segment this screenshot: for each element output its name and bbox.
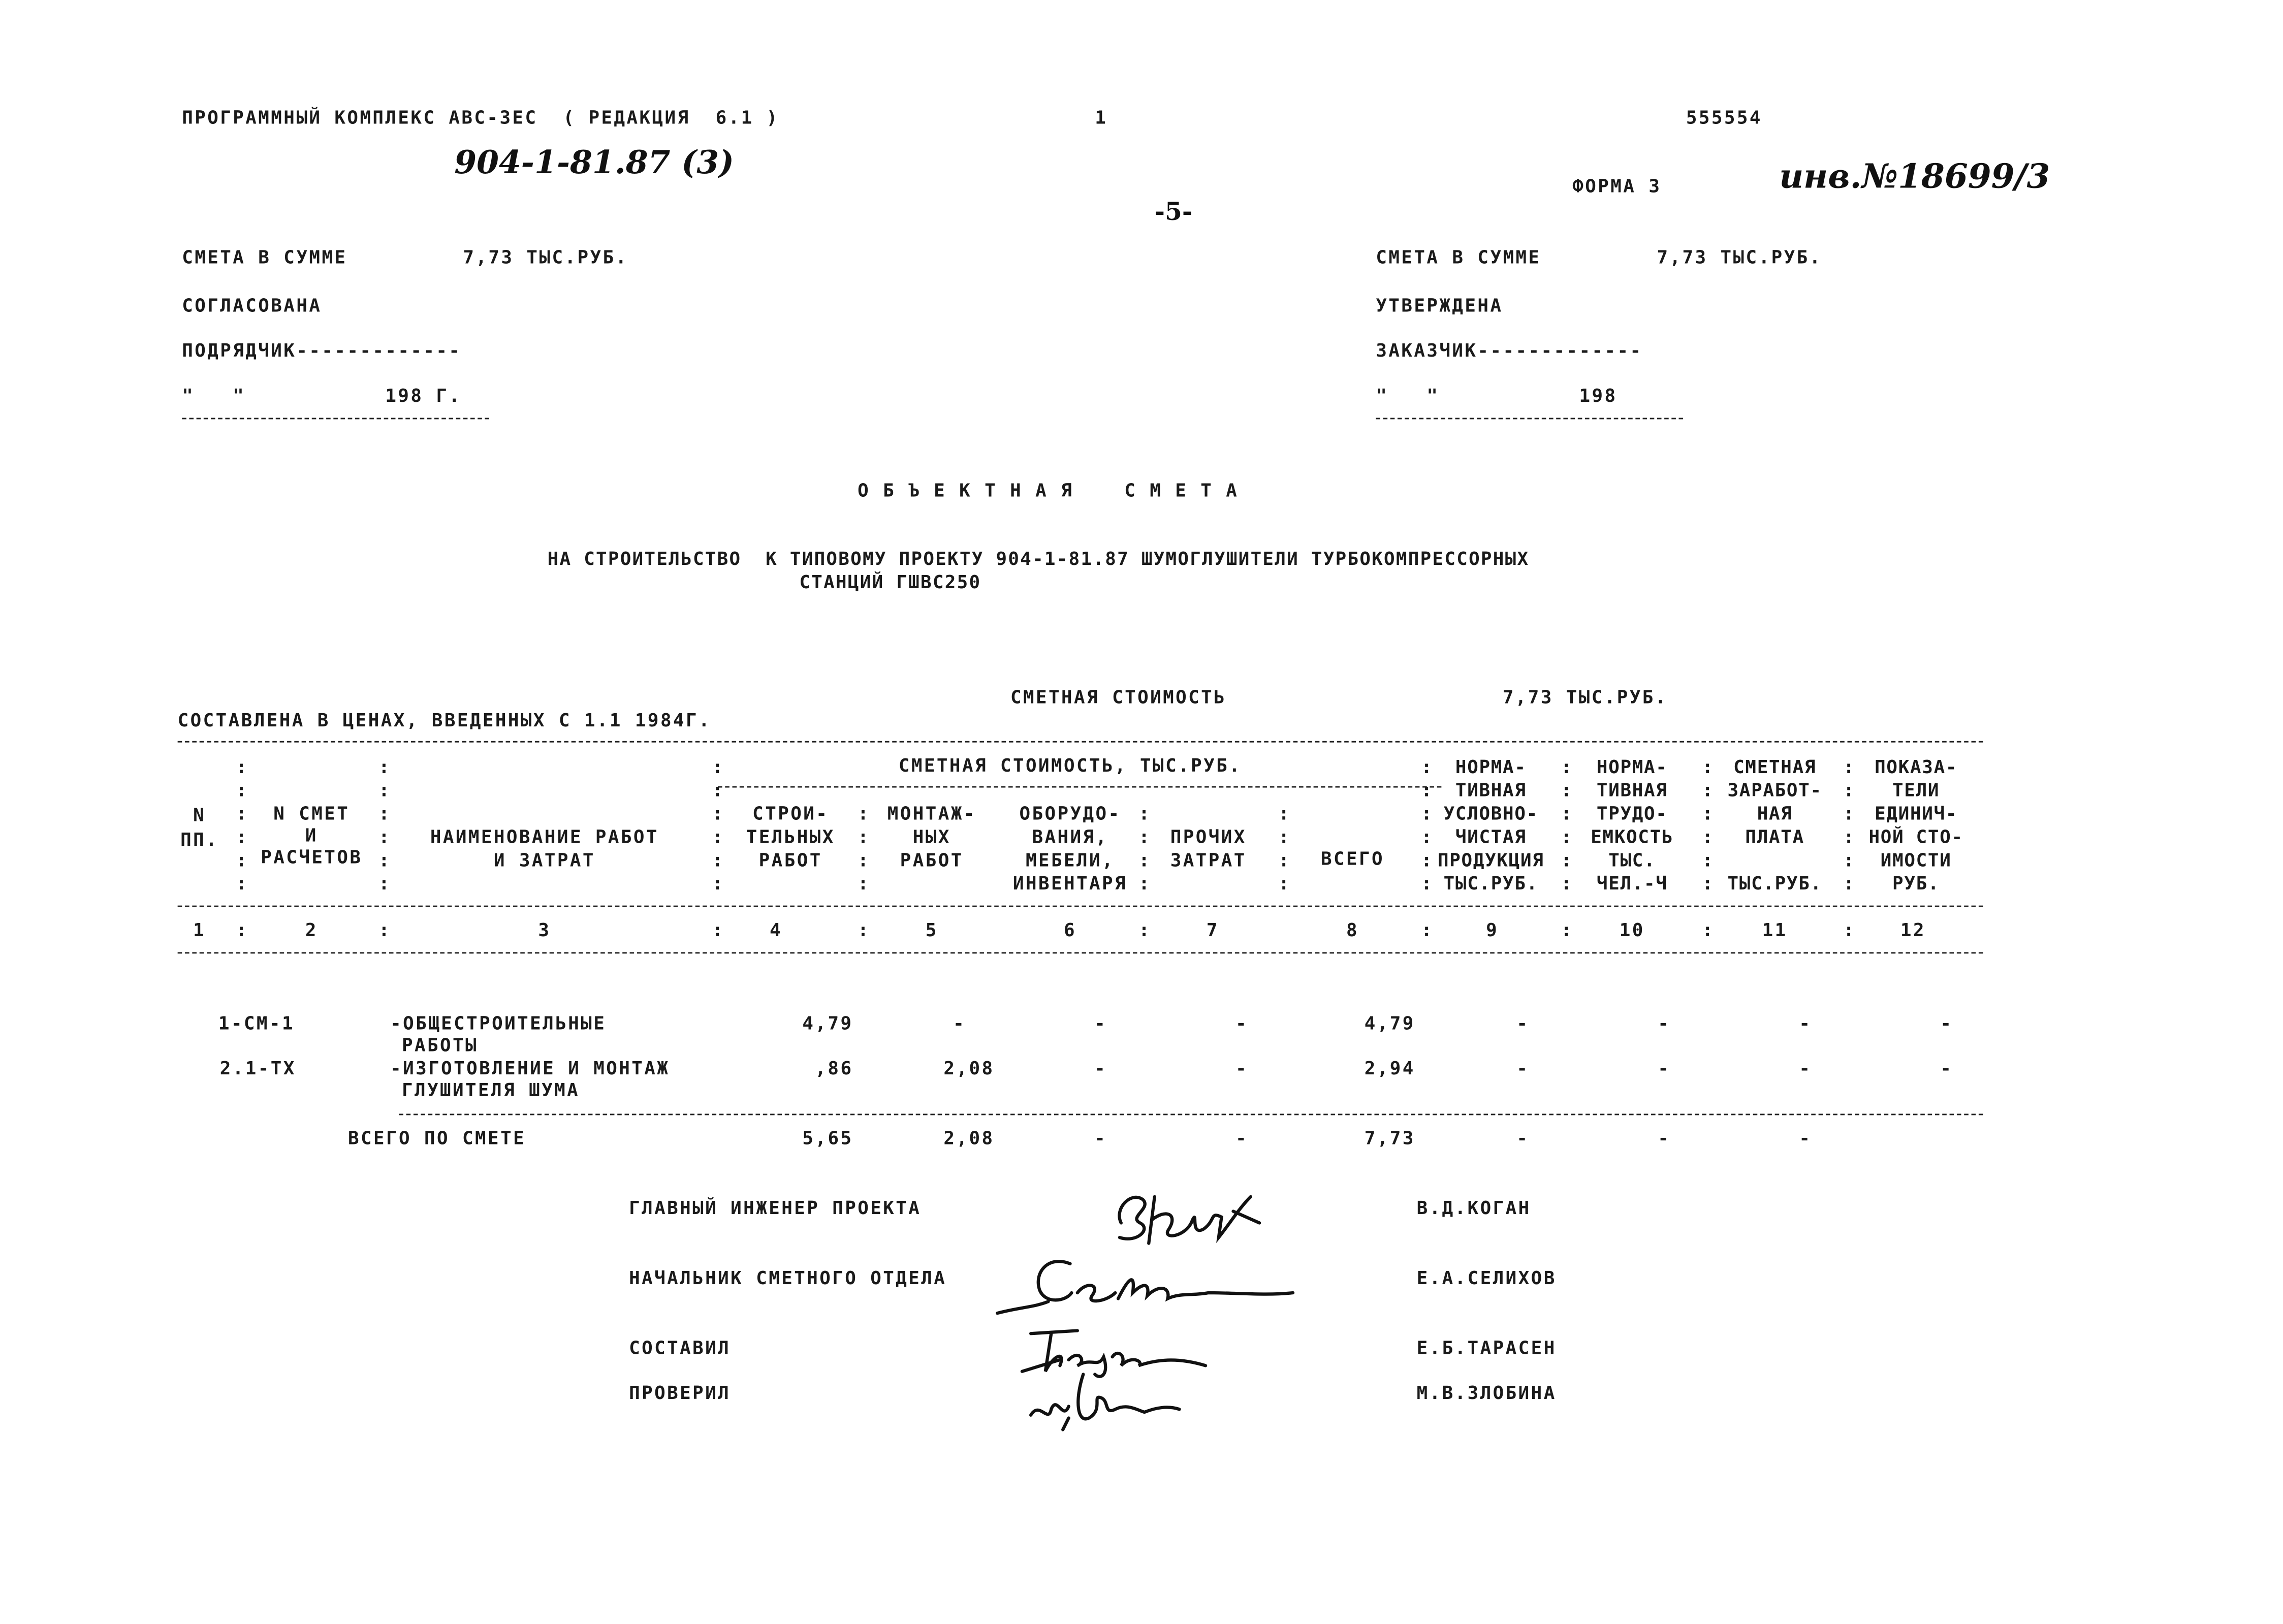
contractor-label: ПОДРЯДЧИК------------- (182, 339, 462, 361)
subtitle-line-2: СТАНЦИЙ ГШВС250 (799, 570, 981, 593)
left-date: " " 198 Г. (182, 384, 462, 406)
total-all: 7,73 (1364, 1127, 1415, 1149)
col-separator: : : : : : : (1702, 755, 1715, 894)
col-number: 11 (1762, 918, 1788, 941)
signature-chief-engineer (1099, 1179, 1274, 1259)
cell-equipment: - (1094, 1011, 1107, 1034)
customer-label: ЗАКАЗЧИК------------- (1376, 339, 1643, 361)
col-separator: : : : : : : (1843, 755, 1856, 894)
right-date: " " 198 (1376, 384, 1618, 406)
header-bottom-line (178, 906, 1983, 907)
total-equipment: - (1094, 1127, 1107, 1149)
col-separator: : : : : (1278, 802, 1291, 894)
col-header-1: N ПП. (180, 804, 219, 850)
col-separator: : : : : : : (1421, 755, 1434, 894)
col-header-3: НАИМЕНОВАНИЕ РАБОТ И ЗАТРАТ (430, 825, 659, 871)
signer-name: М.В.ЗЛОБИНА (1416, 1381, 1557, 1404)
total-line (399, 1113, 1983, 1115)
group-header-line (718, 786, 1441, 788)
cell-installation: 2,08 (943, 1057, 995, 1079)
col-header-7: ПРОЧИХ ЗАТРАТ (1170, 825, 1247, 871)
total-installation: 2,08 (943, 1127, 995, 1149)
cell-production: - (1516, 1011, 1530, 1034)
col-number: 2 (305, 918, 318, 941)
col-number: 8 (1346, 918, 1359, 941)
cell-construction: ,86 (815, 1057, 853, 1079)
col-separator: : : : : : : (378, 755, 392, 894)
approved-label: УТВЕРЖДЕНА (1376, 294, 1503, 316)
row-name: -ОБЩЕСТРОИТЕЛЬНЫЕ (390, 1011, 607, 1034)
col-separator: : : : : : : (712, 755, 725, 894)
cell-total: 4,79 (1364, 1011, 1415, 1034)
cell-unit-cost: - (1940, 1057, 1953, 1079)
col-separator: : (378, 918, 392, 941)
col-number-bottom-line (178, 952, 1983, 953)
signer-role: НАЧАЛЬНИК СМЕТНОГО ОТДЕЛА (629, 1266, 947, 1289)
page-mark: -5- (1154, 198, 1193, 228)
signature-estimate-head (990, 1249, 1303, 1322)
signer-name: Е.А.СЕЛИХОВ (1416, 1266, 1557, 1289)
col-separator: : (1421, 918, 1434, 941)
right-date-line (1376, 418, 1683, 420)
row-code: 1-СМ-1 (218, 1011, 295, 1034)
col-header-12: ПОКАЗА- ТЕЛИ ЕДИНИЧ- НОЙ СТО- ИМОСТИ РУБ. (1868, 755, 1963, 894)
total-wages: - (1799, 1127, 1812, 1149)
cell-equipment: - (1094, 1057, 1107, 1079)
col-separator: : (236, 918, 249, 941)
cell-other: - (1235, 1011, 1249, 1034)
row-code: 2.1-ТХ (219, 1057, 296, 1079)
col-number: 10 (1619, 918, 1645, 941)
cell-production: - (1516, 1057, 1530, 1079)
col-separator: : : : : : : (236, 755, 249, 894)
table-top-line (178, 741, 1983, 743)
total-other: - (1235, 1127, 1249, 1149)
col-header-6: ОБОРУДО- ВАНИЯ, МЕБЕЛИ, ИНВЕНТАРЯ (1012, 802, 1128, 894)
handwritten-project-number: 904-1-81.87 (3) (454, 144, 734, 182)
col-number: 9 (1486, 918, 1499, 941)
total-production: - (1516, 1127, 1530, 1149)
signer-name: В.Д.КОГАН (1416, 1196, 1531, 1219)
group-header: СМЕТНАЯ СТОИМОСТЬ, ТЫС.РУБ. (898, 754, 1242, 776)
cell-other: - (1235, 1057, 1249, 1079)
signer-role: ГЛАВНЫЙ ИНЖЕНЕР ПРОЕКТА (629, 1196, 922, 1219)
cell-installation: - (953, 1011, 966, 1034)
document-code: 555554 (1686, 106, 1762, 129)
signer-name: Е.Б.ТАРАСЕН (1416, 1336, 1557, 1358)
cell-wages: - (1799, 1057, 1812, 1079)
col-header-10: НОРМА- ТИВНАЯ ТРУДО- ЕМКОСТЬ ТЫС. ЧЕЛ.-Ч (1591, 755, 1674, 894)
handwritten-inventory-number: инв.№18699/3 (1779, 157, 2050, 197)
col-number: 3 (538, 918, 551, 941)
cell-construction: 4,79 (802, 1011, 853, 1034)
col-separator: : : : : (1138, 802, 1152, 894)
col-header-11: СМЕТНАЯ ЗАРАБОТ- НАЯ ПЛАТА ТЫС.РУБ. (1727, 755, 1822, 894)
estimated-cost-value: 7,73 ТЫС.РУБ. (1502, 685, 1668, 708)
col-separator: : (1138, 918, 1152, 941)
document-title: О Б Ъ Е К Т Н А Я С М Е Т А (858, 479, 1239, 501)
total-labor: - (1658, 1127, 1671, 1149)
signer-role: ПРОВЕРИЛ (629, 1381, 731, 1404)
cell-labor: - (1658, 1057, 1671, 1079)
subtitle-line-1: НА СТРОИТЕЛЬСТВО К ТИПОВОМУ ПРОЕКТУ 904-1-81.87 ШУМОГЛУШИТЕЛИ ТУРБОКОМПРЕССОРНЫХ (547, 547, 1530, 569)
signer-role: СОСТАВИЛ (629, 1336, 731, 1358)
form-label: ФОРМА 3 (1572, 174, 1662, 197)
col-separator: : (1843, 918, 1856, 941)
col-number: 12 (1900, 918, 1926, 941)
row-name-cont: РАБОТЫ (402, 1033, 479, 1056)
col-number: 6 (1063, 918, 1077, 941)
col-header-8: ВСЕГО (1320, 847, 1385, 870)
col-separator: : (1702, 918, 1715, 941)
col-header-9: НОРМА- ТИВНАЯ УСЛОВНО- ЧИСТАЯ ПРОДУКЦИЯ ТЫС.РУБ. (1437, 755, 1544, 894)
right-sum-value: 7,73 ТЫС.РУБ. (1657, 246, 1822, 268)
col-separator: : : : : (858, 802, 871, 894)
col-separator: : : : : : : (1561, 755, 1574, 894)
cell-unit-cost: - (1940, 1011, 1953, 1034)
row-name: -ИЗГОТОВЛЕНИЕ И МОНТАЖ (390, 1057, 670, 1079)
signature-checker (1019, 1365, 1187, 1436)
total-construction: 5,65 (802, 1127, 853, 1149)
col-header-5: МОНТАЖ- НЫХ РАБОТ (887, 802, 976, 871)
col-number: 1 (193, 918, 206, 941)
left-sum-value: 7,73 ТЫС.РУБ. (463, 246, 628, 268)
col-separator: : (858, 918, 871, 941)
col-number: 4 (770, 918, 783, 941)
cell-labor: - (1658, 1011, 1671, 1034)
col-separator: : (712, 918, 725, 941)
page-number: 1 (1095, 106, 1108, 129)
agreed-label: СОГЛАСОВАНА (182, 294, 322, 316)
left-sum-label: СМЕТА В СУММЕ (182, 246, 347, 268)
col-separator: : (1561, 918, 1574, 941)
col-number: 5 (925, 918, 938, 941)
col-header-4: СТРОИ- ТЕЛЬНЫХ РАБОТ (746, 802, 835, 871)
col-number: 7 (1206, 918, 1219, 941)
software-name: ПРОГРАММНЫЙ КОМПЛЕКС АВС-ЗЕС ( РЕДАКЦИЯ 6.1 ) (182, 106, 779, 129)
cell-total: 2,94 (1364, 1057, 1415, 1079)
right-sum-label: СМЕТА В СУММЕ (1376, 246, 1541, 268)
cell-wages: - (1799, 1011, 1812, 1034)
col-header-2: N СМЕТ И РАСЧЕТОВ (261, 802, 363, 868)
prices-note: СОСТАВЛЕНА В ЦЕНАХ, ВВЕДЕННЫХ С 1.1 1984Г. (177, 709, 711, 731)
total-label: ВСЕГО ПО СМЕТЕ (347, 1127, 526, 1149)
row-name-cont: ГЛУШИТЕЛЯ ШУМА (402, 1078, 580, 1101)
left-date-line (182, 418, 489, 420)
estimated-cost-label: СМЕТНАЯ СТОИМОСТЬ (1010, 685, 1227, 708)
